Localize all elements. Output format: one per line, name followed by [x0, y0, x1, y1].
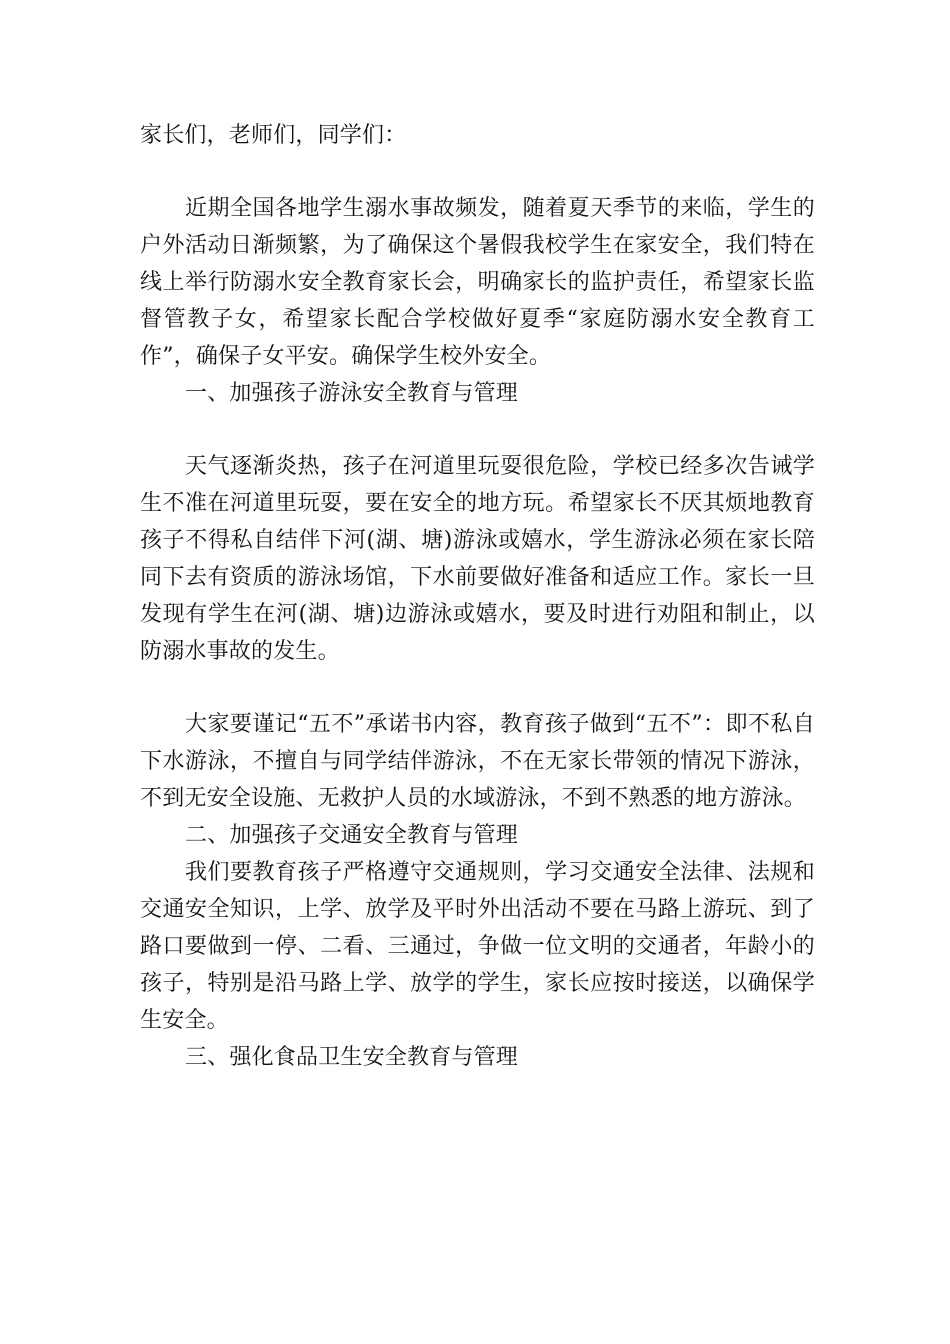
- section-1-paragraph-1: 天气逐渐炎热，孩子在河道里玩耍很危险，学校已经多次告诫学生不准在河道里玩耍，要在安全的地方玩。希望家长不厌其烦地教育孩子不得私自结伴下河(湖、塘)游泳或嬉水，学生游泳必须在家长陪同下去有资质的游泳场馆，下水前要做好准备和适应工作。家长一旦发现有学生在河(湖、塘)边游泳或嬉水，要及时进行劝阻和制止，以防溺水事故的发生。: [140, 454, 815, 664]
- section-3-heading: 三、强化食品卫生安全教育与管理: [185, 1045, 519, 1070]
- document-body: [140, 117, 815, 1076]
- section-1-paragraph-2: 大家要谨记“五不”承诺书内容，教育孩子做到“五不”：即不私自下水游泳，不擅自与同学结伴游泳，不在无家长带领的情况下游泳，不到无安全设施、无救护人员的水域游泳，不到不熟悉的地方游泳。: [140, 712, 815, 811]
- greeting: 家长们，老师们，同学们：: [140, 123, 407, 148]
- section-2-paragraph-1: 我们要教育孩子严格遵守交通规则，学习交通安全法律、法规和交通安全知识，上学、放学及平时外出活动不要在马路上游玩、到了路口要做到一停、二看、三通过，争做一位文明的交通者，年龄小的孩子，特别是沿马路上学、放学的学生，家长应按时接送，以确保学生安全。: [140, 860, 815, 1033]
- section-1-heading: 一、加强孩子游泳安全教育与管理: [185, 381, 519, 406]
- section-2-heading: 二、加强孩子交通安全教育与管理: [185, 823, 519, 848]
- intro-paragraph: 近期全国各地学生溺水事故频发，随着夏天季节的来临，学生的户外活动日渐频繁，为了确保这个暑假我校学生在家安全，我们特在线上举行防溺水安全教育家长会，明确家长的监护责任，希望家长监督管教子女，希望家长配合学校做好夏季“家庭防溺水安全教育工作”，确保子女平安。确保学生校外安全。: [140, 196, 815, 369]
